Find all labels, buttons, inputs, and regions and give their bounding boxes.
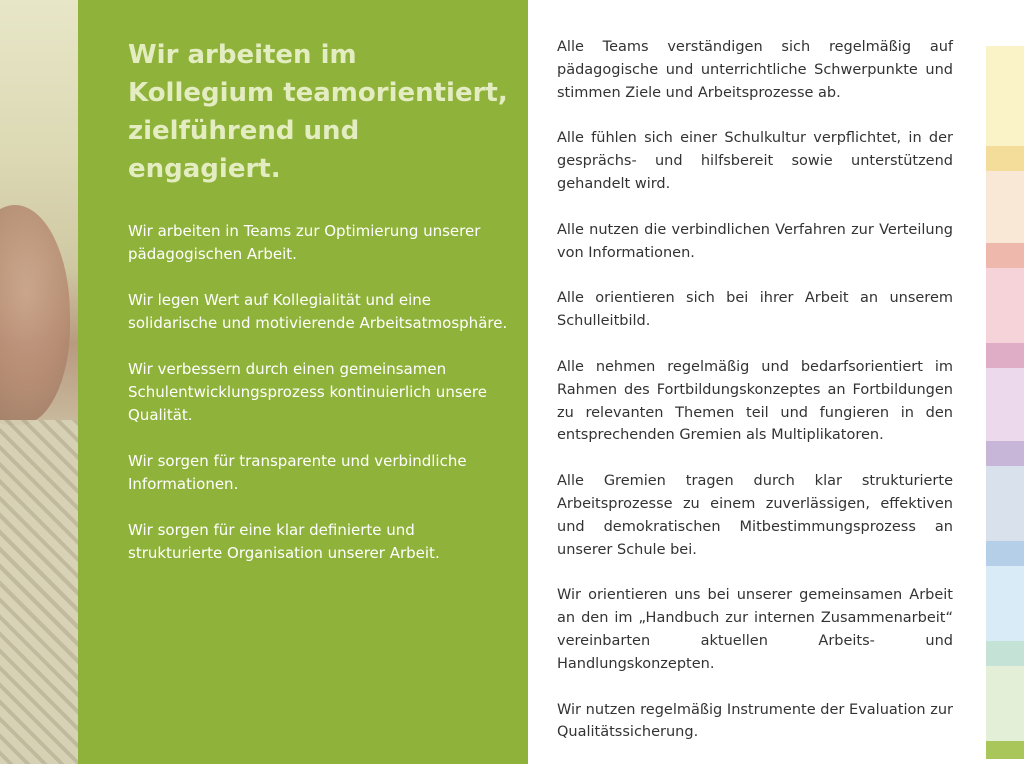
- left-statements: [128, 220, 508, 588]
- color-swatch: [986, 641, 1024, 666]
- right-statement: Alle Gremien tragen durch klar strukturierte Arbeitsprozesse zu einem zuverlässigen, effektiven und demokratischen Mitbestimmungsprozess an unserer Schule bei.: [557, 473, 953, 558]
- color-swatch: [986, 171, 1024, 243]
- right-statement: Alle orientieren sich bei ihrer Arbeit an unserem Schulleitbild.: [557, 290, 953, 330]
- color-swatch: [986, 146, 1024, 171]
- left-statement: Wir legen Wert auf Kollegialität und eine solidarische und motivierende Arbeitsatmosphäre.: [128, 291, 508, 332]
- right-statement: Wir orientieren uns bei unserer gemeinsamen Arbeit an den im „Handbuch zur internen Zusammenarbeit“ vereinbarten aktuellen Arbeits- und Handlungskonzepten.: [557, 587, 953, 672]
- right-statement: Wir nutzen regelmäßig Instrumente der Evaluation zur Qualitätssicherung.: [557, 701, 953, 741]
- right-statement: Alle nehmen regelmäßig und bedarfsorientiert im Rahmen des Fortbildungskonzeptes an Fortbildungen zu relevanten Themen teil und fungieren in den entsprechenden Gremien als Multiplikatoren.: [557, 358, 953, 444]
- color-swatch: [986, 441, 1024, 466]
- color-swatch: [986, 368, 1024, 441]
- color-swatch-strip: [986, 46, 1024, 764]
- color-swatch: [986, 541, 1024, 566]
- color-swatch: [986, 268, 1024, 343]
- color-swatch: [986, 343, 1024, 368]
- child-photo-head: [0, 205, 70, 425]
- color-swatch: [986, 566, 1024, 641]
- right-statement: Alle Teams verständigen sich regelmäßig auf pädagogische und unterrichtliche Schwerpunkte und stimmen Ziele und Arbeitsprozesse ab.: [557, 39, 953, 101]
- child-photo-shirt: [0, 420, 78, 764]
- left-statement: Wir sorgen für eine klar definierte und strukturierte Organisation unserer Arbeit.: [128, 521, 440, 562]
- left-statement: Wir verbessern durch einen gemeinsamen Schulentwicklungsprozess kontinuierlich unsere Qualität.: [128, 360, 487, 424]
- color-swatch: [986, 741, 1024, 759]
- right-statement: Alle fühlen sich einer Schulkultur verpflichtet, in der gesprächs- und hilfsbereit sowie unterstützend gehandelt wird.: [557, 130, 953, 192]
- left-statement: Wir arbeiten in Teams zur Optimierung unserer pädagogischen Arbeit.: [128, 222, 481, 263]
- color-swatch: [986, 243, 1024, 268]
- right-statement: Alle nutzen die verbindlichen Verfahren zur Verteilung von Informationen.: [557, 221, 953, 261]
- photo-strip: [0, 0, 78, 764]
- left-statement: Wir sorgen für transparente und verbindliche Informationen.: [128, 452, 467, 493]
- right-statements: [557, 36, 953, 767]
- page-title: Wir arbeiten im Kollegium teamorientiert, zielführend und engagiert.: [128, 40, 508, 184]
- color-swatch: [986, 46, 1024, 146]
- color-swatch: [986, 466, 1024, 541]
- color-swatch: [986, 666, 1024, 741]
